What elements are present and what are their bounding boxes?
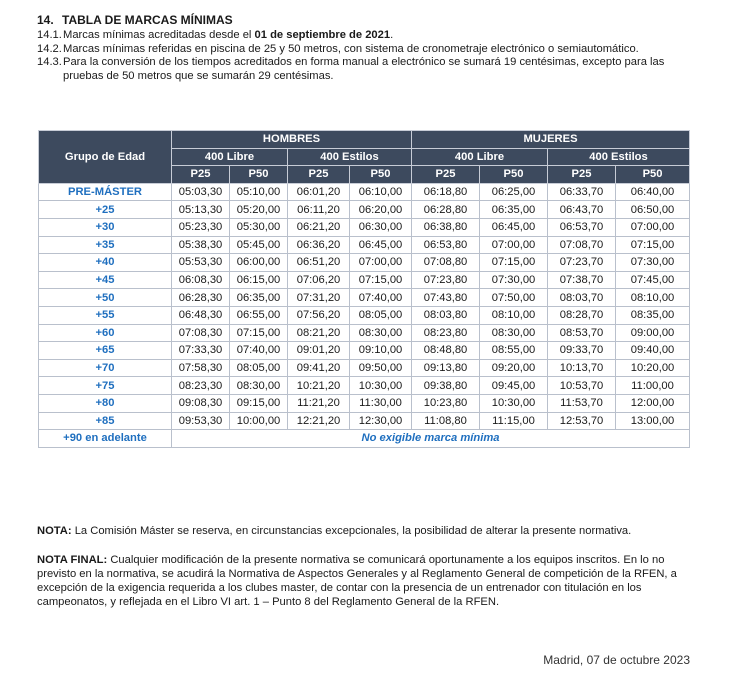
time-cell: 07:08,70 [548,236,616,254]
final-note-text: Cualquier modificación de la presente normativa se comunicará oportunamente a los equipos inscritos. En lo no previsto en la normativa, se acudirá la Normativa de Aspectos Generales y al Reglamento General de competición de la RFEN, a excepción de la exigencia requerida a los clubes master, de contar con la presencia de un entrenador con titulación en los campeonatos, y reflejada en el Libro VI art. 1 – Punto 8 del Reglamento General de la RFEN. [37,554,677,608]
time-cell: 08:53,70 [548,324,616,342]
time-cell: 06:38,80 [412,218,480,236]
time-cell: 07:00,00 [616,218,690,236]
time-cell: 12:00,00 [616,394,690,412]
time-cell: 06:00,00 [230,254,288,272]
time-cell: 07:23,80 [412,271,480,289]
time-cell: 08:30,00 [350,324,412,342]
event-header: 400 Libre [172,148,288,166]
event-header: 400 Libre [412,148,548,166]
time-cell: 06:35,00 [480,201,548,219]
time-cell: 09:20,00 [480,359,548,377]
time-cell: 07:43,80 [412,289,480,307]
age-group-cell: +90 en adelante [39,430,172,448]
time-cell: 05:30,00 [230,218,288,236]
age-group-cell: +60 [39,324,172,342]
no-mark-note: No exigible marca mínima [172,430,690,448]
age-group-cell: +50 [39,289,172,307]
time-cell: 08:21,20 [288,324,350,342]
gender-header-women: MUJERES [412,131,690,149]
time-cell: 06:40,00 [616,183,690,201]
time-cell: 07:15,00 [230,324,288,342]
time-cell: 09:41,20 [288,359,350,377]
time-cell: 08:10,00 [480,306,548,324]
time-cell: 08:28,70 [548,306,616,324]
note-text: La Comisión Máster se reserva, en circunstancias excepcionales, la posibilidad de alterar la presente normativa. [71,525,632,537]
age-group-cell: +35 [39,236,172,254]
event-header: 400 Estilos [548,148,690,166]
table-row [39,306,690,324]
pool-header: P25 [412,166,480,184]
time-cell: 05:03,30 [172,183,230,201]
time-cell: 07:56,20 [288,306,350,324]
time-cell: 07:06,20 [288,271,350,289]
time-cell: 10:21,20 [288,377,350,395]
time-cell: 06:28,80 [412,201,480,219]
time-cell: 07:08,80 [412,254,480,272]
table-row [39,377,690,395]
section-heading [37,13,233,27]
time-cell: 11:08,80 [412,412,480,430]
age-group-cell: PRE-MÁSTER [39,183,172,201]
time-cell: 06:51,20 [288,254,350,272]
time-cell: 06:36,20 [288,236,350,254]
time-cell: 11:21,20 [288,394,350,412]
table-row [39,412,690,430]
gender-header-men: HOMBRES [172,131,412,149]
time-cell: 06:53,80 [412,236,480,254]
item-14-3 [37,56,697,83]
pool-header: P50 [350,166,412,184]
section-number: 14. [37,13,54,27]
event-header: 400 Estilos [288,148,412,166]
time-cell: 08:48,80 [412,342,480,360]
item-text: Marcas mínimas acreditadas desde el [63,29,255,41]
time-cell: 06:45,00 [480,218,548,236]
time-cell: 07:00,00 [480,236,548,254]
age-group-cell: +85 [39,412,172,430]
time-cell: 05:13,30 [172,201,230,219]
time-cell: 08:23,30 [172,377,230,395]
time-cell: 06:18,80 [412,183,480,201]
time-cell: 06:25,00 [480,183,548,201]
time-cell: 10:20,00 [616,359,690,377]
time-cell: 12:53,70 [548,412,616,430]
time-cell: 06:33,70 [548,183,616,201]
time-cell: 09:10,00 [350,342,412,360]
time-cell: 06:01,20 [288,183,350,201]
time-cell: 07:23,70 [548,254,616,272]
section-title: TABLA DE MARCAS MÍNIMAS [62,13,233,27]
time-cell: 07:31,20 [288,289,350,307]
time-cell: 09:50,00 [350,359,412,377]
time-cell: 09:15,00 [230,394,288,412]
time-cell: 09:01,20 [288,342,350,360]
age-group-cell: +55 [39,306,172,324]
time-cell: 06:48,30 [172,306,230,324]
item-text: Marcas mínimas referidas en piscina de 25 y 50 metros, con sistema de cronometraje electrónico o semiautomático. [63,42,639,55]
time-cell: 07:40,00 [230,342,288,360]
time-cell: 06:10,00 [350,183,412,201]
time-cell: 05:20,00 [230,201,288,219]
time-cell: 07:30,00 [480,271,548,289]
time-cell: 08:03,80 [412,306,480,324]
time-cell: 13:00,00 [616,412,690,430]
table-row [39,394,690,412]
time-cell: 09:45,00 [480,377,548,395]
time-cell: 06:35,00 [230,289,288,307]
pool-header: P25 [288,166,350,184]
pool-header: P50 [480,166,548,184]
time-cell: 11:53,70 [548,394,616,412]
table-row [39,289,690,307]
time-cell: 07:33,30 [172,342,230,360]
age-group-cell: +80 [39,394,172,412]
final-note-label: NOTA FINAL: [37,554,108,566]
table-row [39,201,690,219]
time-cell: 11:30,00 [350,394,412,412]
item-14-1 [37,29,697,43]
time-cell: 10:30,00 [350,377,412,395]
age-group-cell: +65 [39,342,172,360]
table-row [39,254,690,272]
age-group-cell: +25 [39,201,172,219]
time-cell: 06:08,30 [172,271,230,289]
pool-header: P25 [548,166,616,184]
table-row-last [39,430,690,448]
table-row [39,236,690,254]
pool-header: P50 [230,166,288,184]
table-row [39,218,690,236]
time-cell: 07:15,00 [616,236,690,254]
time-cell: 11:15,00 [480,412,548,430]
time-cell: 06:50,00 [616,201,690,219]
footer-date: Madrid, 07 de octubre 2023 [543,653,690,667]
pool-header: P25 [172,166,230,184]
time-cell: 05:45,00 [230,236,288,254]
time-cell: 06:55,00 [230,306,288,324]
section-items [37,29,697,83]
item-number: 14.3. [37,56,62,69]
time-cell: 07:40,00 [350,289,412,307]
final-note-paragraph [37,553,691,609]
time-cell: 07:30,00 [616,254,690,272]
time-cell: 07:45,00 [616,271,690,289]
age-group-cell: +30 [39,218,172,236]
item-number: 14.1. [37,29,62,41]
item-text: Para la conversión de los tiempos acreditados en forma manual a electrónico se sumará 19 centésimas, excepto para las pruebas de 50 metros que se sumarán 29 centésimas. [63,56,665,82]
time-cell: 10:00,00 [230,412,288,430]
time-cell: 09:08,30 [172,394,230,412]
age-group-header: Grupo de Edad [39,131,172,184]
time-cell: 12:30,00 [350,412,412,430]
time-cell: 07:00,00 [350,254,412,272]
item-14-2 [37,43,697,57]
time-cell: 08:05,00 [230,359,288,377]
time-cell: 08:03,70 [548,289,616,307]
table-row [39,271,690,289]
time-cell: 07:50,00 [480,289,548,307]
pool-header: P50 [616,166,690,184]
time-cell: 09:40,00 [616,342,690,360]
age-group-cell: +75 [39,377,172,395]
time-cell: 05:53,30 [172,254,230,272]
note-label: NOTA: [37,525,72,537]
time-cell: 05:23,30 [172,218,230,236]
time-cell: 08:23,80 [412,324,480,342]
time-cell: 10:30,00 [480,394,548,412]
time-cell: 08:05,00 [350,306,412,324]
time-cell: 06:21,20 [288,218,350,236]
time-cell: 06:45,00 [350,236,412,254]
time-cell: 07:58,30 [172,359,230,377]
time-cell: 06:53,70 [548,218,616,236]
time-cell: 07:08,30 [172,324,230,342]
time-cell: 07:15,00 [350,271,412,289]
age-group-cell: +40 [39,254,172,272]
table-row [39,183,690,201]
time-cell: 05:38,30 [172,236,230,254]
time-cell: 10:23,80 [412,394,480,412]
table-body [39,183,690,447]
item-bold-date: 01 de septiembre de 2021 [254,29,391,41]
time-cell: 09:33,70 [548,342,616,360]
note-paragraph [37,524,691,538]
time-cell: 10:53,70 [548,377,616,395]
time-cell: 09:13,80 [412,359,480,377]
time-cell: 08:55,00 [480,342,548,360]
age-group-cell: +45 [39,271,172,289]
time-cell: 09:38,80 [412,377,480,395]
time-cell: 08:10,00 [616,289,690,307]
table-row [39,359,690,377]
time-cell: 10:13,70 [548,359,616,377]
time-cell: 08:35,00 [616,306,690,324]
time-cell: 08:30,00 [230,377,288,395]
time-cell: 06:28,30 [172,289,230,307]
time-cell: 08:30,00 [480,324,548,342]
time-cell: 05:10,00 [230,183,288,201]
time-cell: 09:00,00 [616,324,690,342]
minimum-marks-table [38,130,690,448]
time-cell: 06:20,00 [350,201,412,219]
time-cell: 07:15,00 [480,254,548,272]
time-cell: 12:21,20 [288,412,350,430]
item-text-after: . [390,29,394,41]
time-cell: 11:00,00 [616,377,690,395]
table-row [39,324,690,342]
time-cell: 06:43,70 [548,201,616,219]
time-cell: 06:15,00 [230,271,288,289]
time-cell: 06:11,20 [288,201,350,219]
table-header-row-gender [39,131,690,149]
time-cell: 06:30,00 [350,218,412,236]
table-row [39,342,690,360]
item-number: 14.2. [37,42,62,55]
time-cell: 09:53,30 [172,412,230,430]
time-cell: 07:38,70 [548,271,616,289]
age-group-cell: +70 [39,359,172,377]
